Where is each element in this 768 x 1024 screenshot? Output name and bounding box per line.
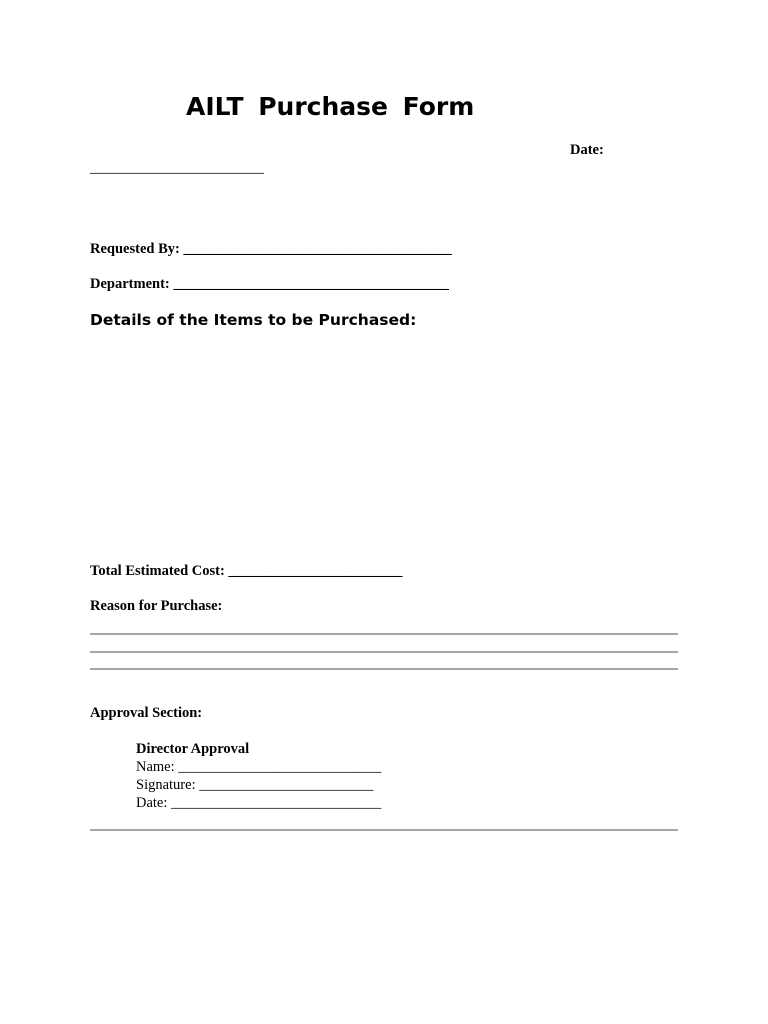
director-approval-block [136, 740, 381, 812]
approval-section-label: Approval Section: [90, 705, 203, 721]
total-estimated-cost-field[interactable]: Total Estimated Cost: ________________________ [90, 563, 403, 579]
items-section-heading: Details of the Items to be Purchased: [90, 311, 417, 329]
director-name-field[interactable]: Name: ____________________________ [136, 759, 382, 775]
approval-bottom-divider [90, 829, 678, 831]
reason-line-1[interactable] [90, 633, 678, 635]
director-signature-field[interactable]: Signature: ________________________ [136, 777, 374, 793]
director-date-field[interactable]: Date: _____________________________ [136, 795, 382, 811]
department-field[interactable]: Department: ______________________________________ [90, 276, 449, 292]
page-title: AILT Purchase Form [186, 92, 475, 121]
director-approval-title: Director Approval [136, 741, 250, 757]
reason-for-purchase-label: Reason for Purchase: [90, 598, 223, 614]
date-blank-line[interactable]: ________________________ [90, 160, 264, 176]
reason-line-2[interactable] [90, 651, 678, 653]
requested-by-field[interactable]: Requested By: _____________________________________ [90, 241, 452, 257]
reason-line-3[interactable] [90, 668, 678, 670]
date-label: Date: [570, 142, 604, 158]
